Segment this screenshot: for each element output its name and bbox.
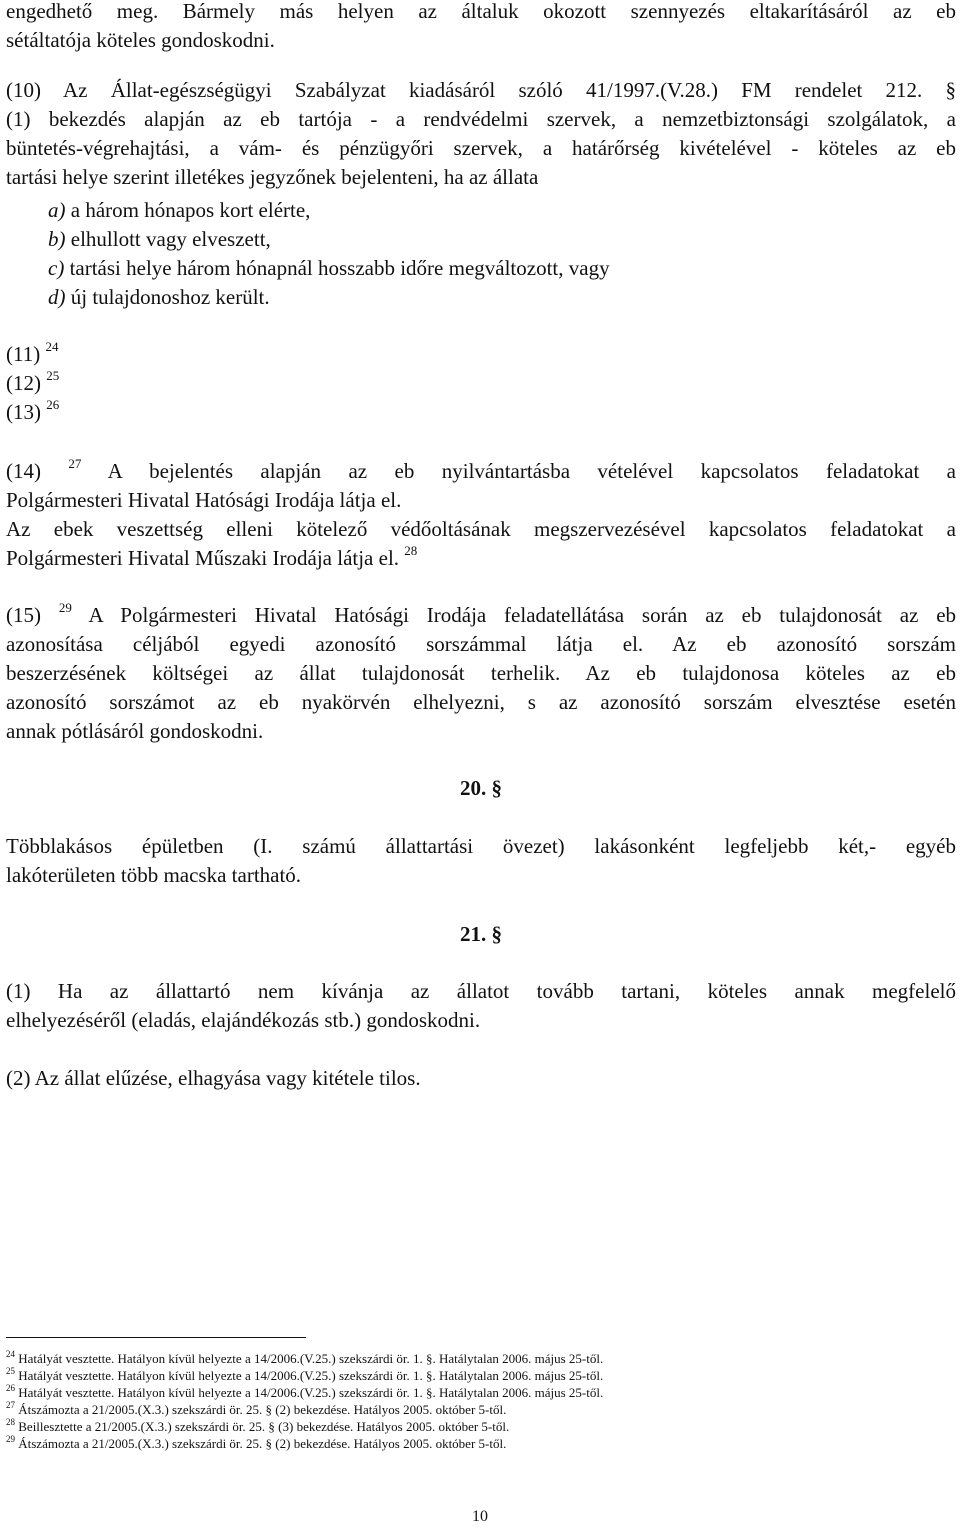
paragraph-number: (15): [6, 603, 41, 627]
paragraph-14-line2: [6, 486, 956, 515]
footnote-number: 26: [6, 1382, 15, 1393]
section-21-p2: [6, 1064, 956, 1093]
text-segment: Polgármesteri Hivatal Műszaki Irodája látja el.: [6, 546, 400, 570]
text-line: Polgármesteri Hivatal Hatósági Irodája látja el.: [6, 488, 402, 512]
text-segment: A Polgármesteri Hivatal Hatósági Irodája feladatellátása során az eb tulajdonosát az eb: [88, 603, 957, 627]
text-line: azonosító sorszámot az eb nyakörvén elhelyezni, s az azonosító sorszám elvesztése esetén: [6, 690, 956, 714]
footnote-ref[interactable]: 25: [46, 368, 60, 383]
footnote-number: 24: [6, 1348, 15, 1359]
text-line: (2) Az állat elűzése, elhagyása vagy kitétele tilos.: [6, 1066, 421, 1090]
footnote: [6, 1418, 956, 1435]
footnote: [6, 1401, 956, 1418]
list-item: [6, 196, 956, 225]
text-line: (1) bekezdés alapján az eb tartója - a rendvédelmi szervek, a nemzetbiztonsági szolgálatok, a: [6, 107, 956, 131]
footnote-text: Beillesztette a 21/2005.(X.3.) szekszárdi ör. 25. § (3) bekezdése. Hatályos 2005. október 5-től.: [18, 1419, 510, 1434]
footnote-ref[interactable]: 29: [58, 600, 72, 615]
paragraph-continuation-end: [6, 26, 956, 55]
paragraph-14-line4: [6, 544, 956, 573]
section-21-p1-end: [6, 1006, 956, 1035]
section-heading-21: 21. §: [460, 922, 502, 946]
paragraph-number: (14): [6, 459, 41, 483]
paragraph-14-line3: [6, 515, 956, 544]
list-item: [6, 254, 956, 283]
footnote-text: Átszámozta a 21/2005.(X.3.) szekszárdi ör. 25. § (2) bekezdése. Hatályos 2005. október 5-től.: [18, 1402, 507, 1417]
text-line: (1) Ha az állattartó nem kívánja az állatot tovább tartani, köteles annak megfelelő: [6, 979, 956, 1003]
text-line: azonosítása céljából egyedi azonosító sorszámmal látja el. Az eb azonosító sorszám: [6, 632, 956, 656]
footnote: [6, 1350, 956, 1367]
footnote: [6, 1435, 956, 1452]
text-line: lakóterületen több macska tartható.: [6, 863, 302, 887]
text-line: annak pótlásáról gondoskodni.: [6, 719, 264, 743]
repealed-item: [6, 369, 956, 398]
paragraph-number: (13): [6, 400, 41, 424]
list-label: b): [48, 227, 66, 251]
text-segment: A bejelentés alapján az eb nyilvántartásba vételével kapcsolatos feladatokat a: [107, 459, 956, 483]
list-text: elhullott vagy elveszett,: [70, 227, 271, 251]
text-line: (10) Az Állat-egészségügyi Szabályzat kiadásáról szóló 41/1997.(V.28.) FM rendelet 212. §: [6, 78, 956, 102]
footnote-text: Hatályát vesztette. Hatályon kívül helyezte a 14/2006.(V.25.) szekszárdi ör. 1. §. Hatálytalan 2006. május 25-től.: [18, 1368, 604, 1383]
text-line: Többlakásos épületben (I. számú állattartási övezet) lakásonként legfeljebb két,- egyéb: [6, 834, 956, 858]
list-label: a): [48, 198, 66, 222]
text-line: tartási helye szerint illetékes jegyzőnek bejelenteni, ha az állata: [6, 165, 539, 189]
footnote-ref[interactable]: 26: [46, 397, 60, 412]
section-20-text-end: [6, 861, 956, 890]
list-item: [6, 225, 956, 254]
text-line: sétáltatója köteles gondoskodni.: [6, 28, 275, 52]
list-item: [6, 283, 956, 312]
footnote-text: Hatályát vesztette. Hatályon kívül helyezte a 14/2006.(V.25.) szekszárdi ör. 1. §. Hatálytalan 2006. május 25-től.: [18, 1351, 604, 1366]
footnote-ref[interactable]: 24: [45, 339, 59, 354]
list-text: a három hónapos kort elérte,: [70, 198, 311, 222]
text-line: [6, 601, 956, 630]
list-text: új tulajdonoshoz került.: [70, 285, 270, 309]
text-line: Az ebek veszettség elleni kötelező védőoltásának megszervezésével kapcsolatos feladatokat a: [6, 517, 956, 541]
paragraph-10-end: [6, 163, 956, 192]
text-line: elhelyezéséről (eladás, elajándékozás stb.) gondoskodni.: [6, 1008, 481, 1032]
footnote-number: 29: [6, 1433, 15, 1444]
footnote-number: 28: [6, 1416, 15, 1427]
text-line: engedhető meg. Bármely más helyen az általuk okozott szennyezés eltakarításáról az eb: [6, 0, 956, 23]
footnote-ref[interactable]: 28: [404, 543, 418, 558]
list-label: c): [48, 256, 65, 280]
footnote-number: 25: [6, 1365, 15, 1376]
paragraph-number: (12): [6, 371, 41, 395]
footnote-separator: [6, 1337, 306, 1338]
paragraph-14: [6, 457, 956, 486]
footnote: [6, 1367, 956, 1384]
paragraph-continuation: [6, 0, 956, 26]
list-text: tartási helye három hónapnál hosszabb időre megváltozott, vagy: [69, 256, 610, 280]
repealed-item: [6, 340, 956, 369]
footnote-ref[interactable]: 27: [68, 456, 82, 471]
section-heading-20: 20. §: [460, 776, 502, 800]
section-20-text: [6, 832, 956, 861]
list-label: d): [48, 285, 66, 309]
text-line: beszerzésének költségei az állat tulajdonosát terhelik. Az eb tulajdonosa köteles az eb: [6, 661, 956, 685]
text-line: [6, 457, 956, 486]
paragraph-number: (11): [6, 342, 41, 366]
paragraph-15-end: [6, 717, 956, 746]
footnote-number: 27: [6, 1399, 15, 1410]
footnote-text: Hatályát vesztette. Hatályon kívül helyezte a 14/2006.(V.25.) szekszárdi ör. 1. §. Hatálytalan 2006. május 25-től.: [18, 1385, 604, 1400]
paragraph-10: [6, 76, 956, 163]
condition-list: [6, 196, 956, 312]
paragraph-15: [6, 601, 956, 717]
section-21-p1: [6, 977, 956, 1006]
page-number: 10: [472, 1508, 488, 1525]
repealed-paragraphs: [6, 340, 956, 427]
footnote-text: Átszámozta a 21/2005.(X.3.) szekszárdi ör. 25. § (2) bekezdése. Hatályos 2005. október 5-től.: [18, 1436, 507, 1451]
text-line: [6, 544, 956, 573]
repealed-item: [6, 398, 956, 427]
footnote: [6, 1384, 956, 1401]
text-line: büntetés-végrehajtási, a vám- és pénzügyőri szervek, a határőrség kivételével - köteles az eb: [6, 136, 956, 160]
